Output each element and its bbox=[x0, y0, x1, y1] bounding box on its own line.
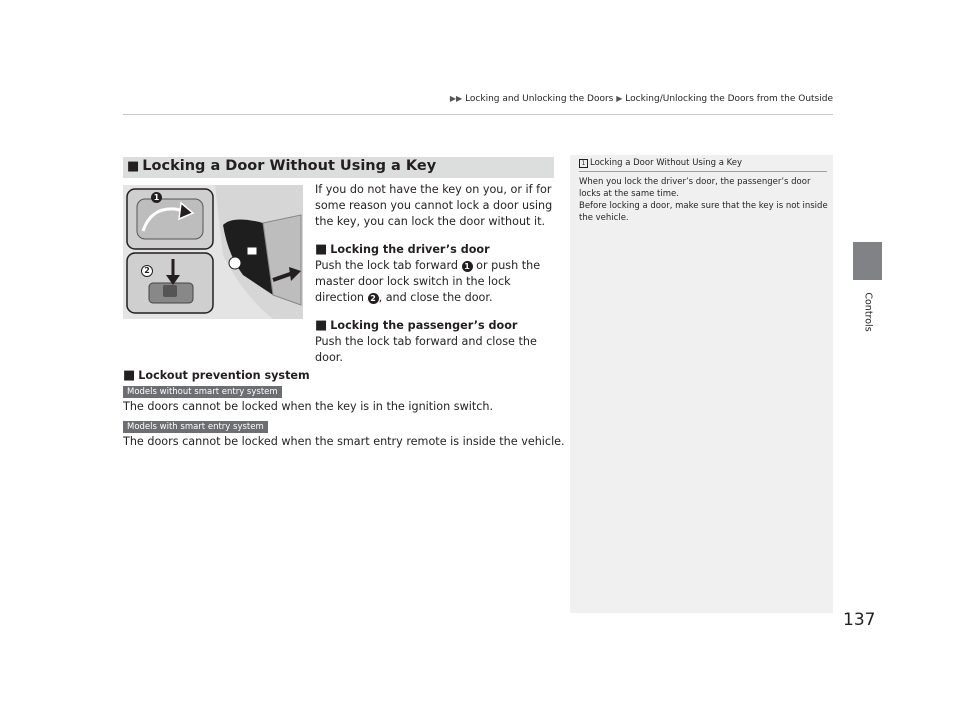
lockout-text-smart-entry: The doors cannot be locked when the smart entry remote is inside the vehicle. bbox=[123, 435, 565, 448]
model-tag-without-smart-entry: Models without smart entry system bbox=[123, 386, 282, 398]
driver-door-heading bbox=[315, 242, 560, 258]
note-paragraph-1: When you lock the driver’s door, the passenger’s door locks at the same time. bbox=[579, 177, 811, 199]
section-body bbox=[315, 182, 560, 366]
square-bullet-icon: ■ bbox=[315, 318, 328, 333]
breadcrumb bbox=[0, 94, 833, 104]
lockout-heading bbox=[123, 368, 310, 383]
page-number: 137 bbox=[843, 610, 876, 630]
breadcrumb-arrow-icon: ▶ bbox=[616, 94, 623, 103]
model-tag-with-smart-entry: Models with smart entry system bbox=[123, 421, 268, 433]
driver-text-a: Push the lock tab forward bbox=[315, 259, 458, 272]
passenger-door-paragraph: Push the lock tab forward and close the door. bbox=[315, 335, 537, 364]
note-body bbox=[579, 176, 829, 224]
note-divider bbox=[579, 171, 827, 172]
door-lock-illustration bbox=[123, 185, 303, 319]
driver-text-c: , and close the door. bbox=[378, 291, 493, 304]
passenger-door-heading-text: Locking the passenger’s door bbox=[330, 319, 518, 332]
section-title bbox=[127, 158, 436, 174]
intro-paragraph: If you do not have the key on you, or if for some reason you cannot lock a door using the key, you can lock the door without it. bbox=[315, 183, 553, 228]
callout-1-badge: 1 bbox=[151, 192, 162, 203]
square-bullet-icon: ■ bbox=[315, 242, 328, 257]
step-2-badge: 2 bbox=[368, 293, 379, 304]
section-header bbox=[123, 157, 554, 178]
breadcrumb-arrow-icon: ▶▶ bbox=[449, 94, 463, 103]
passenger-door-heading bbox=[315, 318, 560, 334]
driver-text-b: or push the master door lock switch in the lock direction bbox=[315, 259, 541, 304]
chapter-tab-label: Controls bbox=[862, 292, 874, 332]
square-bullet-icon: ■ bbox=[127, 159, 140, 174]
breadcrumb-item-locking-unlocking: Locking and Unlocking the Doors bbox=[465, 94, 614, 104]
callout-2-badge: 2 bbox=[141, 265, 153, 277]
note-paragraph-2: Before locking a door, make sure that the key is not inside the vehicle. bbox=[579, 201, 828, 223]
header-divider bbox=[123, 114, 833, 115]
door-lock-illustration-svg bbox=[123, 185, 303, 319]
note-title bbox=[579, 158, 742, 168]
step-1-badge: 1 bbox=[462, 261, 473, 272]
breadcrumb-item-from-outside: Locking/Unlocking the Doors from the Outside bbox=[625, 94, 833, 104]
driver-door-heading-text: Locking the driver’s door bbox=[330, 243, 490, 256]
lockout-heading-text: Lockout prevention system bbox=[138, 369, 310, 382]
note-reference-icon: 1 bbox=[579, 159, 588, 168]
section-title-text: Locking a Door Without Using a Key bbox=[142, 158, 437, 174]
note-title-text: Locking a Door Without Using a Key bbox=[590, 158, 743, 168]
square-bullet-icon: ■ bbox=[123, 368, 136, 383]
sidebar-note bbox=[570, 155, 833, 613]
driver-door-paragraph bbox=[315, 258, 560, 306]
lockout-text-key: The doors cannot be locked when the key is in the ignition switch. bbox=[123, 400, 494, 413]
chapter-tab-marker bbox=[853, 242, 882, 280]
